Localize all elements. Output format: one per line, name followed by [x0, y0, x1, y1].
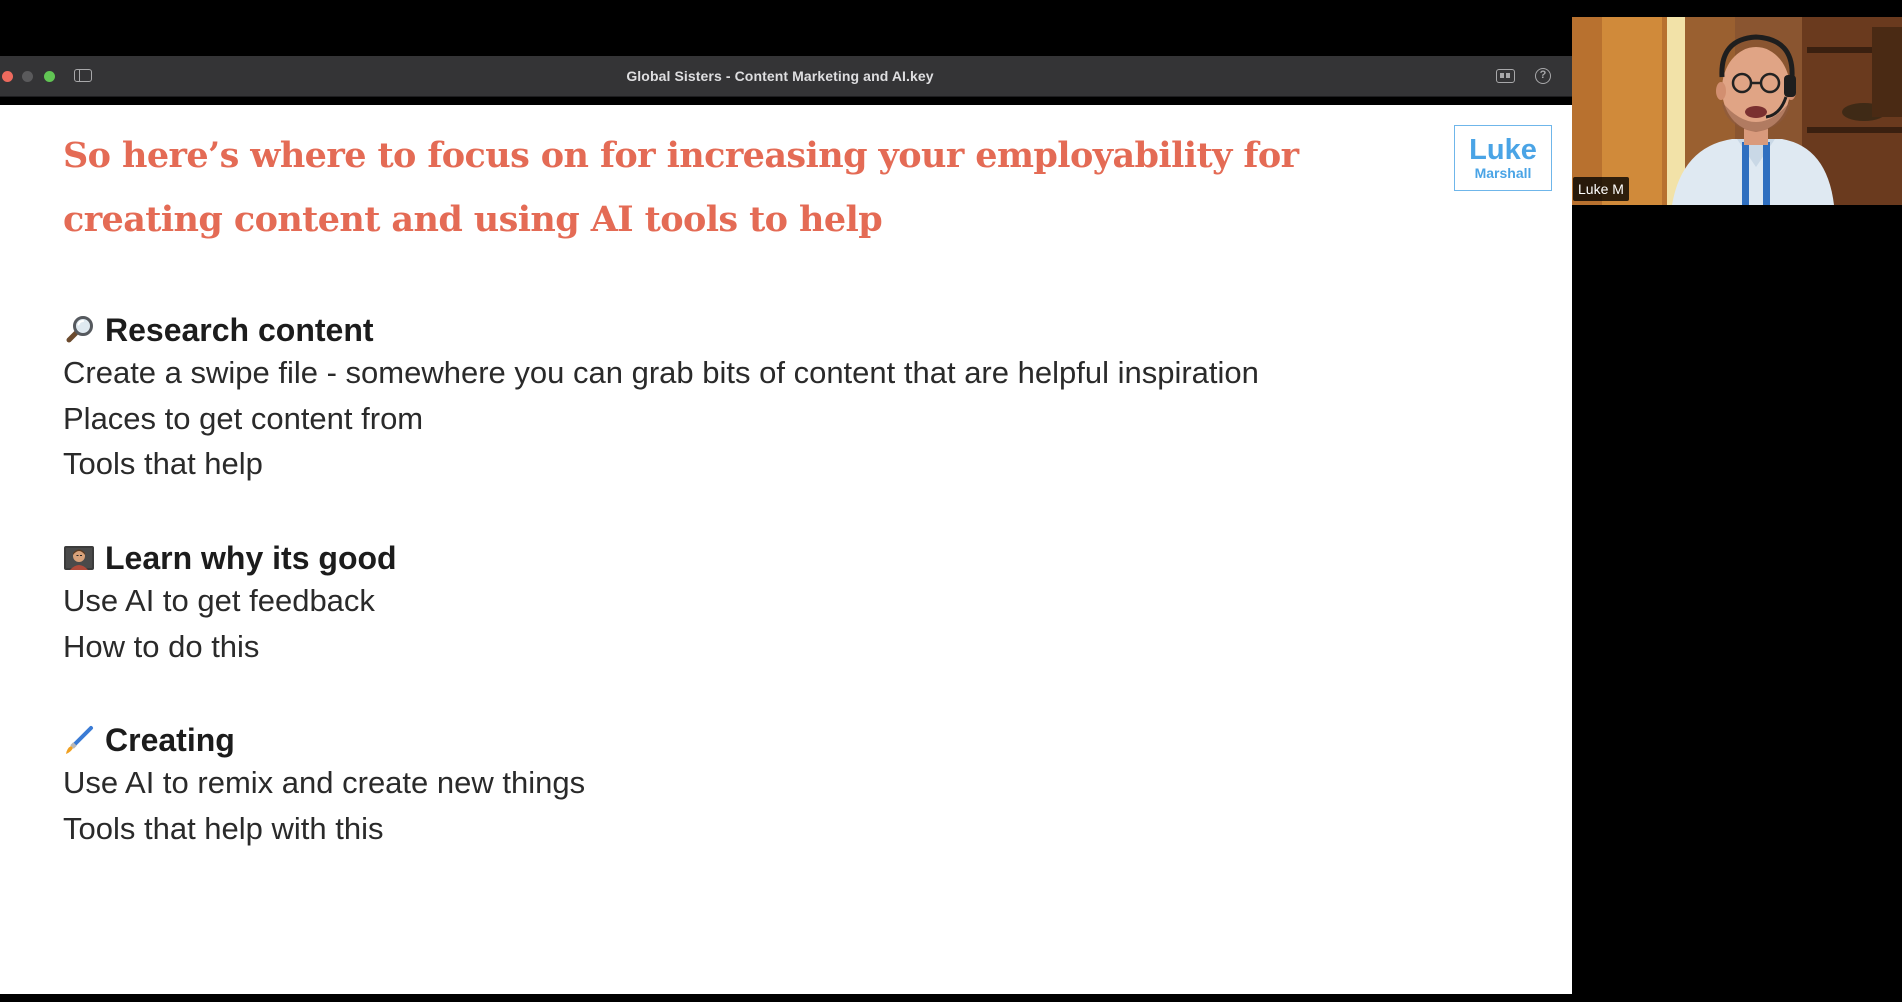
logo — [1454, 125, 1552, 191]
section-learn — [63, 538, 397, 669]
logo-last-name: Marshall — [1474, 165, 1532, 181]
bullet-line: Tools that help with this — [63, 810, 384, 846]
section-heading-label: Research content — [105, 311, 374, 348]
section-heading — [63, 720, 585, 760]
bullet-line: Create a swipe file - somewhere you can grab bits of content that are helpful inspiration — [63, 355, 1259, 390]
keynote-window — [0, 56, 1572, 1000]
participant-name-label: Luke M — [1573, 177, 1629, 201]
magnifying-glass-icon — [63, 314, 95, 346]
logo-first-name: Luke — [1469, 134, 1537, 166]
section-heading — [63, 310, 1259, 350]
section-heading-label: Learn why its good — [105, 539, 397, 576]
play-slideshow-icon[interactable] — [1496, 69, 1515, 83]
window-titlebar[interactable] — [0, 56, 1572, 97]
bullet-line: How to do this — [63, 628, 260, 664]
window-title: Global Sisters - Content Marketing and AI.key — [626, 68, 934, 84]
bullet-line: Places to get content from — [63, 400, 424, 436]
help-icon[interactable]: ? — [1535, 68, 1551, 84]
bullet-line: Use AI to remix and create new things — [63, 765, 586, 800]
section-creating — [63, 720, 585, 851]
section-heading — [63, 538, 397, 578]
paintbrush-icon — [63, 724, 95, 756]
slide-title: So here’s where to focus on for increasing your employability for creating content and using AI tools to help — [63, 135, 1299, 240]
bullet-line: Tools that help — [63, 446, 263, 481]
teacher-icon — [63, 542, 95, 574]
section-research — [63, 310, 1259, 487]
bullet-line: Use AI to get feedback — [63, 583, 375, 618]
section-heading-label: Creating — [105, 721, 235, 758]
participant-video[interactable] — [1572, 17, 1902, 205]
slide — [0, 105, 1572, 994]
